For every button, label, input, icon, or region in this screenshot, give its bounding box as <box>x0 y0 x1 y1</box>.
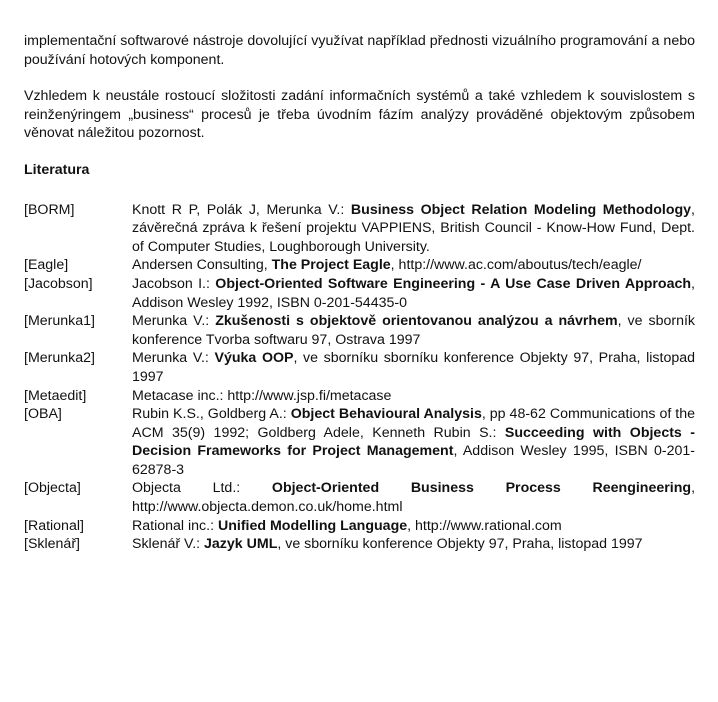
reference-title: Object-Oriented Software Engineering - A Use Case Driven Approach <box>215 275 692 292</box>
reference-item <box>24 517 695 536</box>
reference-text <box>132 349 695 386</box>
reference-item <box>24 479 695 516</box>
reference-details: , Addison Wesley 1995, ISBN 0-201-62878-3 <box>132 443 695 478</box>
reference-key: [Rational] <box>24 517 84 534</box>
reference-title: The Project Eagle <box>271 257 391 274</box>
reference-item <box>24 535 695 554</box>
reference-title: Object-Oriented Business Process Reengineering <box>271 480 692 497</box>
reference-text <box>132 275 695 312</box>
reference-authors: Merunka V.: <box>132 350 215 367</box>
reference-details: , pp 48-62 Communications of the ACM 35(9) 1992; Goldberg Adele, Kenneth Rubin S.: <box>132 406 696 441</box>
reference-key: [Merunka1] <box>24 313 95 330</box>
reference-details: , http://www.rational.com <box>407 517 562 534</box>
reference-key: [BORM] <box>24 201 75 218</box>
reference-key: [Eagle] <box>24 257 69 274</box>
reference-text <box>132 535 695 554</box>
section-heading: Literatura <box>24 161 90 178</box>
reference-title: Object Behavioural Analysis <box>290 406 482 423</box>
reference-item <box>24 312 695 349</box>
reference-item <box>24 201 695 257</box>
reference-authors: Knott R P, Polák J, Merunka V.: <box>132 201 351 218</box>
paragraph: Vzhledem k neustále rostoucí složitosti zadání informačních systémů a také vzhledem k souvislostem s reinženýringem „business“ procesů je třeba úvodním fázím analýzy prováděné objektovým způsobem věnovat náležitou pozornost. <box>24 88 695 142</box>
reference-authors: Rubin K.S., Goldberg A.: <box>132 406 291 423</box>
reference-authors: Andersen Consulting, <box>132 257 272 274</box>
reference-details: , ve sborník konference Tvorba softwaru 97, Ostrava 1997 <box>132 313 695 348</box>
reference-authors: Rational inc.: <box>132 517 218 534</box>
reference-text <box>132 312 695 349</box>
reference-details: , závěrečná zpráva k řešení projektu VAPPIENS, British Council - Know-How Fund, Dept. of Computer Studies, Loughborough University. <box>132 201 695 255</box>
reference-authors: Objecta Ltd.: <box>132 480 272 497</box>
reference-key: [Sklenář] <box>24 536 80 553</box>
reference-text <box>132 201 695 257</box>
reference-authors: Sklenář V.: <box>132 536 205 553</box>
reference-key: [Jacobson] <box>24 275 93 292</box>
reference-key: [Merunka2] <box>24 350 95 367</box>
reference-title: Zkušenosti s objektově orientovanou analýzou a návrhem <box>215 313 618 330</box>
reference-key: [Objecta] <box>24 480 81 497</box>
reference-item <box>24 387 695 406</box>
reference-text <box>132 256 695 275</box>
reference-details: , Addison Wesley 1992, ISBN 0-201-54435-0 <box>132 275 695 311</box>
document-page <box>24 32 695 554</box>
reference-details: , ve sborníku konference Objekty 97, Praha, listopad 1997 <box>277 536 643 553</box>
reference-authors: Jacobson I.: <box>132 275 216 292</box>
reference-title: Business Object Relation Modeling Methodology <box>350 201 692 218</box>
reference-details: , http://www.objecta.demon.co.uk/home.html <box>132 480 696 516</box>
reference-item <box>24 405 695 479</box>
reference-text <box>132 387 695 406</box>
reference-title: Unified Modelling Language <box>217 517 408 534</box>
reference-text <box>132 517 695 536</box>
reference-authors: Metacase inc.: http://www.jsp.fi/metacase <box>132 387 392 404</box>
reference-details: , http://www.ac.com/aboutus/tech/eagle/ <box>390 257 642 274</box>
reference-details: , ve sborníku sborníku konference Objekty 97, Praha, listopad 1997 <box>132 350 696 385</box>
reference-text <box>132 405 695 479</box>
reference-key: [Metaedit] <box>24 387 87 404</box>
reference-item <box>24 256 695 275</box>
reference-text <box>132 479 695 516</box>
reference-item <box>24 349 695 386</box>
paragraph: implementační softwarové nástroje dovolující využívat například přednosti vizuálního programování a nebo používání hotových komponent. <box>24 33 695 68</box>
reference-title: Výuka OOP <box>214 350 294 367</box>
reference-title: Jazyk UML <box>204 536 278 553</box>
reference-authors: Merunka V.: <box>132 313 216 330</box>
reference-key: [OBA] <box>24 406 62 423</box>
reference-list <box>24 201 695 554</box>
reference-title: Succeeding with Objects - Decision Frameworks for Project Management <box>132 424 696 460</box>
reference-item <box>24 275 695 312</box>
